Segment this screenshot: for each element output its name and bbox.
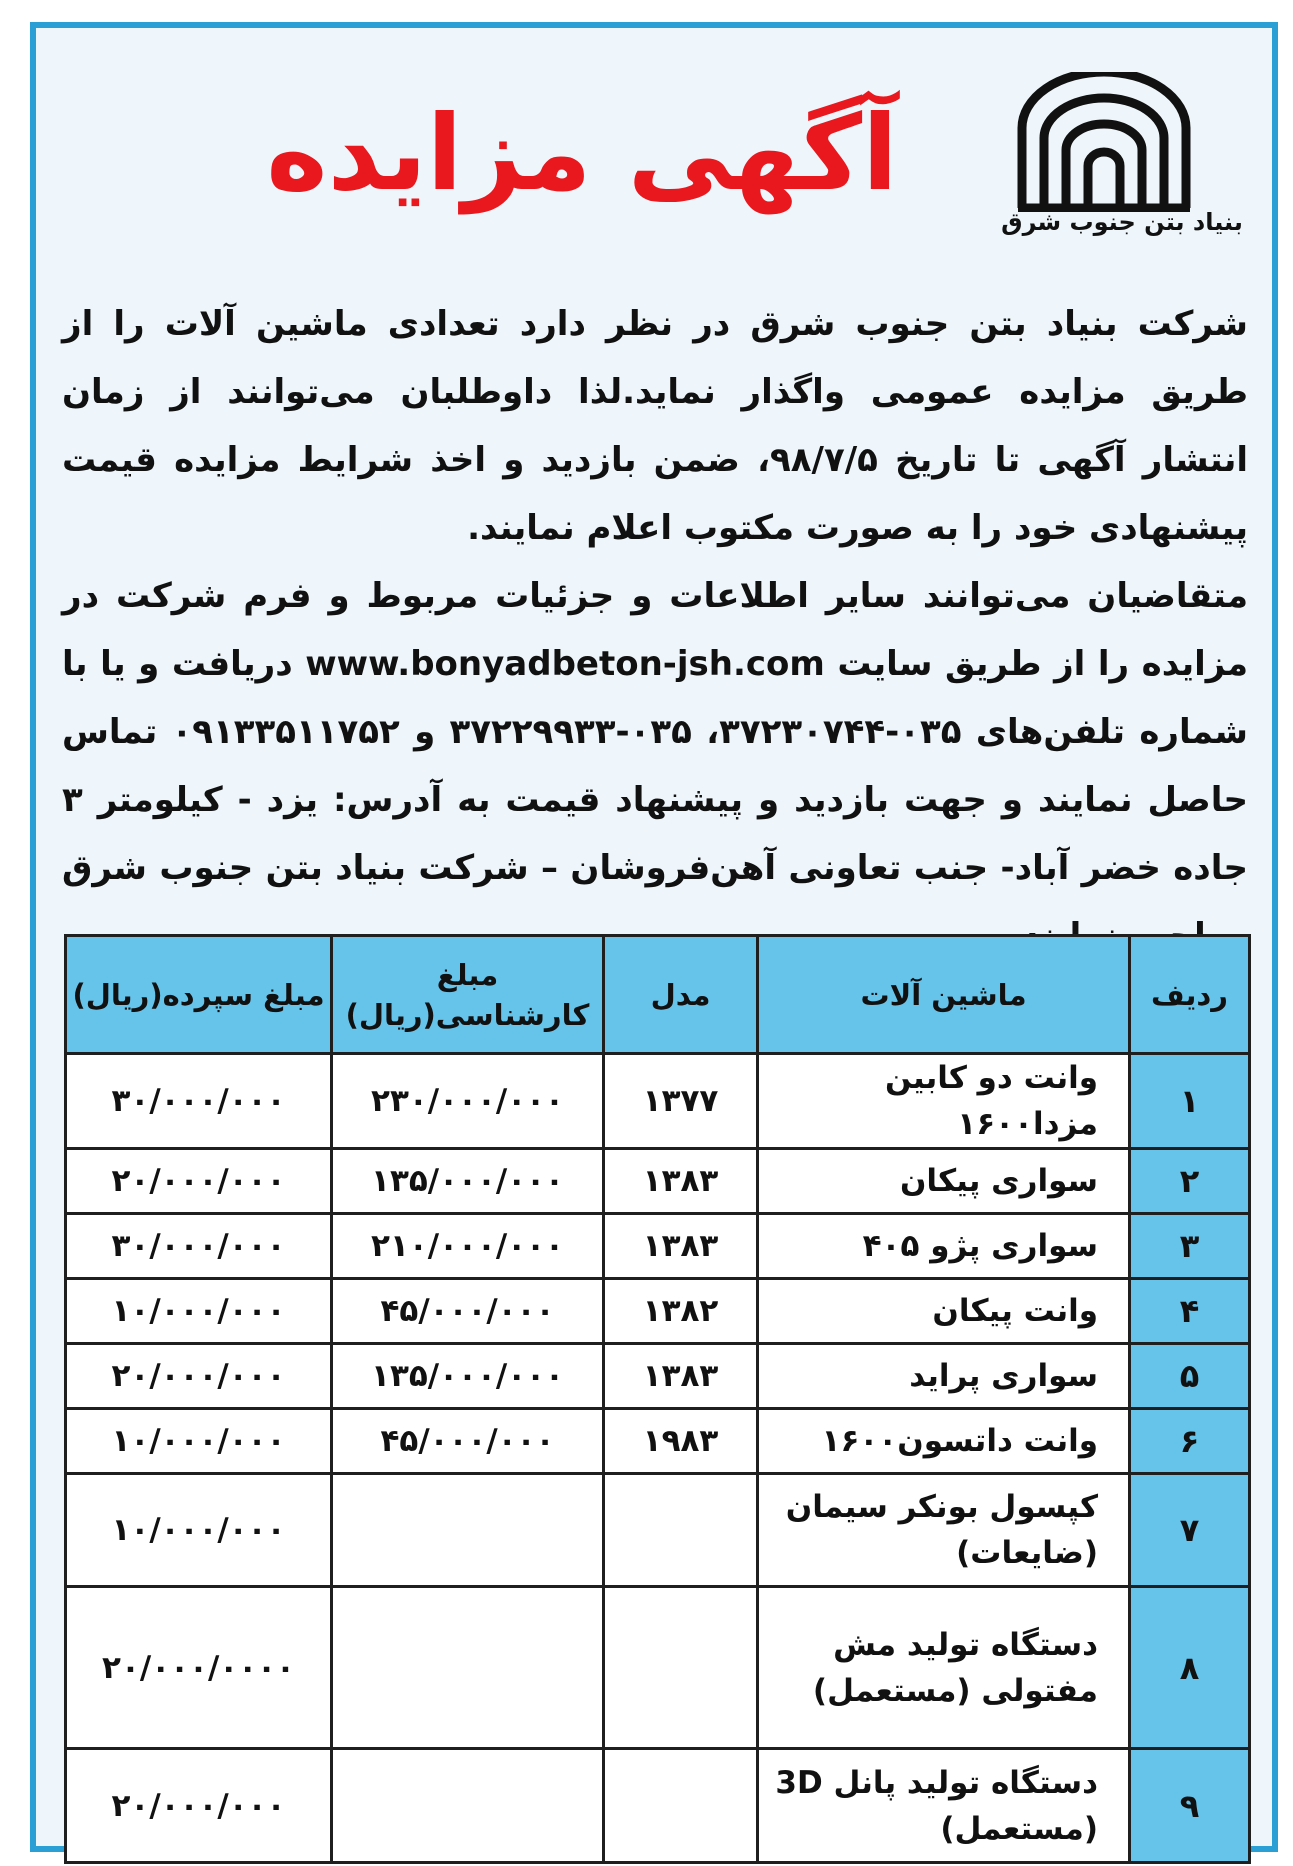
- model-year: [604, 1474, 758, 1587]
- deposit-amount: ۲۰/۰۰۰/۰۰۰: [66, 1344, 332, 1409]
- deposit-amount: ۲۰/۰۰۰/۰۰۰۰: [66, 1587, 332, 1749]
- model-year: ۱۹۸۳: [604, 1409, 758, 1474]
- table-row: [66, 1149, 1250, 1214]
- machine-name: دستگاه تولید مش مفتولی (مستعمل): [758, 1587, 1130, 1749]
- notice-title: آگهی مزایده: [266, 92, 898, 214]
- paragraph-2-end: دریافت و یا با شماره تلفن‌های ۰۳۵-۳۷۲۳۰۷۴۴، ۰۳۵-۳۷۲۲۹۹۳۳ و ۰۹۱۳۳۵۱۱۷۵۲ تماس حاصل نمایند و جهت بازدید و پیشنهاد قیمت به آدرس: یزد - کیلومتر ۳ جاده خضر آباد- جنب تعاونی آهن‌فروشان – شرکت بنیاد بتن جنوب شرق: [62, 644, 1248, 888]
- deposit-amount: ۳۰/۰۰۰/۰۰۰: [66, 1054, 332, 1149]
- website-link[interactable]: www.bonyadbeton-jsh.com: [305, 644, 825, 684]
- row-number: ۷: [1130, 1474, 1250, 1587]
- deposit-amount: ۱۰/۰۰۰/۰۰۰: [66, 1279, 332, 1344]
- header-expert-price: مبلغ کارشناسی(ریال): [332, 936, 604, 1054]
- machine-name: کپسول بونکر سیمان (ضایعات): [758, 1474, 1130, 1587]
- paragraph-2: [62, 562, 1248, 970]
- model-year: [604, 1749, 758, 1863]
- table-row: [66, 1749, 1250, 1863]
- machine-name: سواری پیکان: [758, 1149, 1130, 1214]
- header-deposit: مبلغ سپرده(ریال): [66, 936, 332, 1054]
- paragraph-1: شرکت بنیاد بتن جنوب شرق در نظر دارد تعدادی ماشین آلات را از طریق مزایده عمومی واگذار نماید.لذا داوطلبان می‌توانند از زمان انتشار آگهی تا تاریخ ۹۸/۷/۵، ضمن بازدید و اخذ شرایط مزایده قیمت پیشنهادی خود را به صورت مکتوب اعلام نمایند.: [62, 304, 1249, 548]
- row-number: ۲: [1130, 1149, 1250, 1214]
- expert-price: ۴۵/۰۰۰/۰۰۰: [332, 1279, 604, 1344]
- deposit-amount: ۲۰/۰۰۰/۰۰۰: [66, 1749, 332, 1863]
- header-row-number: ردیف: [1130, 936, 1250, 1054]
- table-row: [66, 1279, 1250, 1344]
- table-row: [66, 1344, 1250, 1409]
- row-number: ۴: [1130, 1279, 1250, 1344]
- table-row: [66, 1474, 1250, 1587]
- expert-price: ۲۳۰/۰۰۰/۰۰۰: [332, 1054, 604, 1149]
- expert-price: [332, 1587, 604, 1749]
- company-logo-icon: [1014, 72, 1214, 272]
- model-year: ۱۳۸۳: [604, 1149, 758, 1214]
- machine-name: وانت پیکان: [758, 1279, 1130, 1344]
- table-header-row: [66, 936, 1250, 1054]
- machine-name: وانت دو کابین مزدا۱۶۰۰: [758, 1054, 1130, 1149]
- header-machine: ماشین آلات: [758, 936, 1130, 1054]
- model-year: ۱۳۷۷: [604, 1054, 758, 1149]
- paragraph-2-start: متقاضیان می‌توانند سایر اطلاعات و جزئیات مربوط و فرم شرکت در مزایده را از طریق سایت: [62, 576, 1248, 684]
- notice-body: [62, 290, 1248, 970]
- table-row: [66, 1409, 1250, 1474]
- expert-price: ۱۳۵/۰۰۰/۰۰۰: [332, 1149, 604, 1214]
- machine-name: سواری پراید: [758, 1344, 1130, 1409]
- deposit-amount: ۲۰/۰۰۰/۰۰۰: [66, 1149, 332, 1214]
- table-row: [66, 1214, 1250, 1279]
- row-number: ۱: [1130, 1054, 1250, 1149]
- machine-name: دستگاه تولید پانل 3D (مستعمل): [758, 1749, 1130, 1863]
- machine-name: سواری پژو ۴۰۵: [758, 1214, 1130, 1279]
- header: [36, 28, 1272, 278]
- items-table: [64, 934, 1251, 1864]
- table-row: [66, 1054, 1250, 1149]
- row-number: ۵: [1130, 1344, 1250, 1409]
- model-year: ۱۳۸۲: [604, 1279, 758, 1344]
- row-number: ۹: [1130, 1749, 1250, 1863]
- row-number: ۶: [1130, 1409, 1250, 1474]
- model-year: ۱۳۸۳: [604, 1344, 758, 1409]
- expert-price: ۲۱۰/۰۰۰/۰۰۰: [332, 1214, 604, 1279]
- table-row: [66, 1587, 1250, 1749]
- logo-caption: بنیاد بتن جنوب شرق: [1001, 208, 1243, 236]
- model-year: ۱۳۸۳: [604, 1214, 758, 1279]
- expert-price: [332, 1749, 604, 1863]
- row-number: ۳: [1130, 1214, 1250, 1279]
- deposit-amount: ۳۰/۰۰۰/۰۰۰: [66, 1214, 332, 1279]
- model-year: [604, 1587, 758, 1749]
- deposit-amount: ۱۰/۰۰۰/۰۰۰: [66, 1409, 332, 1474]
- expert-price: [332, 1474, 604, 1587]
- notice-frame: [30, 22, 1278, 1852]
- deposit-amount: ۱۰/۰۰۰/۰۰۰: [66, 1474, 332, 1587]
- expert-price: ۴۵/۰۰۰/۰۰۰: [332, 1409, 604, 1474]
- expert-price: ۱۳۵/۰۰۰/۰۰۰: [332, 1344, 604, 1409]
- machine-name: وانت داتسون۱۶۰۰: [758, 1409, 1130, 1474]
- header-model: مدل: [604, 936, 758, 1054]
- row-number: ۸: [1130, 1587, 1250, 1749]
